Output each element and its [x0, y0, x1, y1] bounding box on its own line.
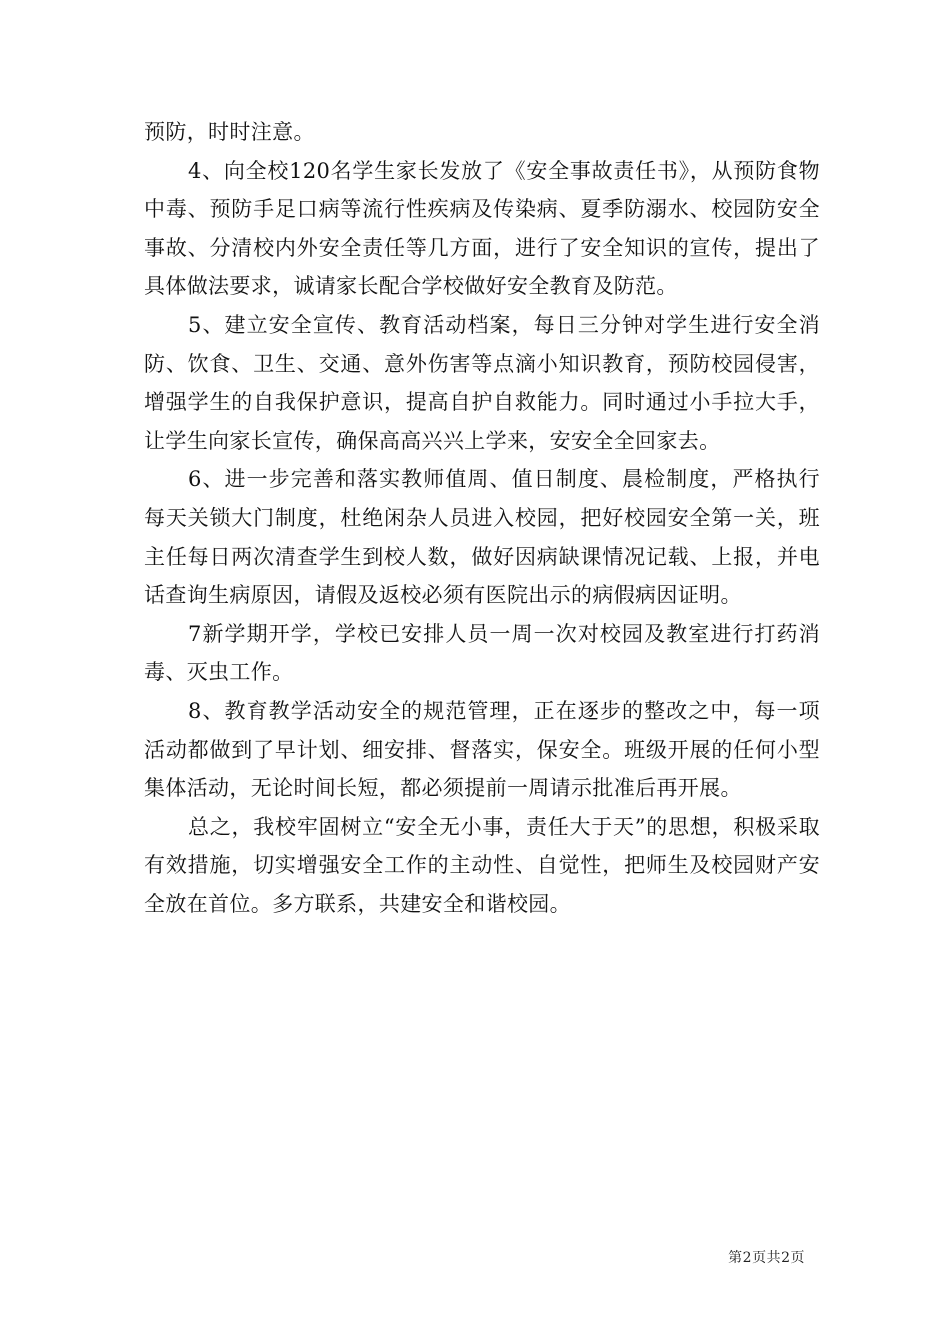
document-body	[144, 113, 820, 923]
paragraph-item-5: 5、建立安全宣传、教育活动档案，每日三分钟对学生进行安全消防、饮食、卫生、交通、意外伤害等点滴小知识教育，预防校园侵害，增强学生的自我保护意识，提高自护自救能力。同时通过小手拉大手，让学生向家长宣传，确保高高兴兴上学来，安安全全回家去。	[144, 312, 820, 453]
paragraph-summary: 总之，我校牢固树立“安全无小事，责任大于天”的思想，积极采取有效措施，切实增强安全工作的主动性、自觉性，把师生及校园财产安全放在首位。多方联系，共建安全和谐校园。	[144, 814, 820, 916]
paragraph-item-6: 6、进一步完善和落实教师值周、值日制度、晨检制度，严格执行每天关锁大门制度，杜绝闲杂人员进入校园，把好校园安全第一关，班主任每日两次清查学生到校人数，做好因病缺课情况记载、上报，并电话查询生病原因，请假及返校必须有医院出示的病假病因证明。	[144, 467, 820, 608]
paragraph-item-7: 7新学期开学，学校已安排人员一周一次对校园及教室进行打药消毒、灭虫工作。	[144, 621, 820, 685]
paragraph-continuation: 预防，时时注意。	[144, 120, 315, 144]
paragraph-item-8: 8、教育教学活动安全的规范管理，正在逐步的整改之中，每一项活动都做到了早计划、细安排、督落实，保安全。班级开展的任何小型集体活动，无论时间长短，都必须提前一周请示批准后再开展。	[144, 698, 820, 801]
page-number-footer: 第2页共2页	[728, 1250, 805, 1266]
paragraph-item-4: 4、向全校120名学生家长发放了《安全事故责任书》，从预防食物中毒、预防手足口病等流行性疾病及传染病、夏季防溺水、校园防安全事故、分清校内外安全责任等几方面，进行了安全知识的宣传，提出了具体做法要求，诚请家长配合学校做好安全教育及防范。	[144, 158, 820, 299]
